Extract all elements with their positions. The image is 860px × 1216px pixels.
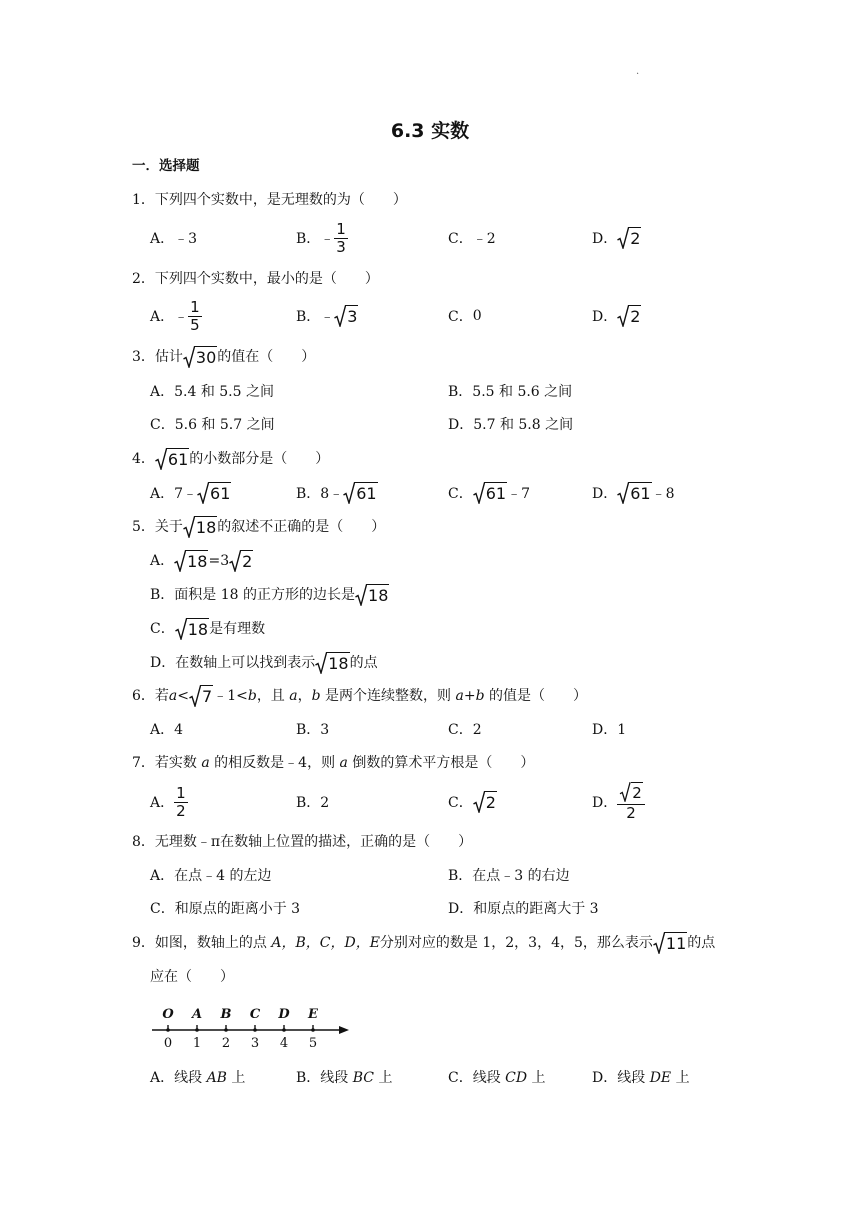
stem-text: < bbox=[177, 688, 190, 704]
square-root bbox=[619, 782, 643, 804]
numerator: 1 bbox=[176, 783, 186, 802]
q8-option-c[interactable]: C．和原点的距离小于 3 bbox=[150, 901, 301, 917]
radicand: 61 bbox=[167, 450, 189, 469]
stem-text: ，且 bbox=[256, 688, 290, 704]
q9-option-c[interactable] bbox=[448, 1068, 546, 1088]
variable: CD bbox=[505, 1070, 528, 1086]
option-value: =3 bbox=[208, 553, 230, 569]
denominator: 3 bbox=[336, 237, 346, 256]
q1-option-a[interactable] bbox=[150, 218, 197, 258]
variable: DE bbox=[649, 1070, 672, 1086]
square-root bbox=[473, 482, 507, 504]
arrow-head-icon bbox=[339, 1026, 349, 1034]
option-value: ﹣8 bbox=[651, 486, 675, 502]
question-7-options bbox=[150, 782, 790, 822]
radicand: 18 bbox=[187, 552, 208, 571]
radicand: 30 bbox=[195, 348, 217, 367]
option-value: ﹣3 bbox=[174, 231, 198, 247]
square-root bbox=[617, 305, 641, 327]
stem-text: 是两个连续整数，则 bbox=[320, 688, 456, 704]
q8-option-b[interactable]: B．在点﹣3 的右边 bbox=[448, 868, 570, 884]
option-value: 8﹣ bbox=[320, 486, 344, 502]
q3-option-a[interactable]: A．5.4 和 5.5 之间 bbox=[150, 384, 274, 400]
option-label: C．线段 bbox=[448, 1070, 506, 1086]
square-root bbox=[334, 305, 358, 327]
q6-option-c[interactable]: C．2 bbox=[448, 722, 482, 738]
number-line-figure bbox=[150, 1003, 350, 1051]
q2-option-a[interactable] bbox=[150, 296, 202, 336]
point-dot bbox=[282, 1028, 286, 1032]
corner-mark: . bbox=[636, 66, 640, 77]
square-root bbox=[343, 482, 377, 504]
square-root bbox=[315, 652, 349, 674]
radicand: 61 bbox=[485, 484, 507, 503]
question-7-stem bbox=[132, 753, 534, 773]
radicand: 11 bbox=[665, 934, 687, 953]
stem-text: 4． bbox=[132, 451, 155, 467]
tick-label: 5 bbox=[308, 1036, 318, 1051]
radicand: 61 bbox=[630, 484, 651, 503]
option-value: ﹣7 bbox=[507, 486, 530, 502]
option-label: D．线段 bbox=[592, 1070, 650, 1086]
point-label: B bbox=[220, 1007, 232, 1022]
variable: AB bbox=[206, 1070, 227, 1086]
option-value: 上 bbox=[226, 1070, 246, 1086]
option-label: A． bbox=[150, 553, 175, 569]
stem-text: 7．若实数 bbox=[132, 755, 202, 771]
q4-option-d[interactable] bbox=[592, 473, 675, 513]
question-1-options bbox=[150, 218, 790, 258]
question-9-stem-line2: 应在（ ） bbox=[150, 969, 234, 985]
numerator: 1 bbox=[190, 297, 200, 316]
variable: a bbox=[289, 688, 298, 704]
point-label: C bbox=[249, 1007, 261, 1022]
minus-sign: ﹣ bbox=[174, 309, 189, 325]
variable: a bbox=[201, 755, 210, 771]
option-value: 的点 bbox=[349, 655, 378, 671]
question-2-stem: 2．下列四个实数中，最小的是（ ） bbox=[132, 271, 379, 287]
q1-option-c[interactable] bbox=[448, 218, 496, 258]
option-label: D． bbox=[592, 486, 618, 502]
square-root bbox=[189, 685, 213, 707]
q3-option-b[interactable]: B．5.5 和 5.6 之间 bbox=[448, 384, 573, 400]
radicand: 3 bbox=[347, 307, 358, 326]
q5-option-c[interactable] bbox=[150, 617, 265, 641]
stem-text: 分别对应的数是 1，2，3，4，5，那么表示 bbox=[379, 935, 653, 951]
square-root bbox=[183, 516, 217, 538]
numerator: 1 bbox=[336, 219, 346, 238]
q9-option-d[interactable] bbox=[592, 1068, 690, 1088]
variable: b bbox=[311, 688, 321, 704]
option-value: ﹣2 bbox=[472, 231, 496, 247]
radicand: 2 bbox=[630, 307, 641, 326]
option-label: C． bbox=[448, 309, 473, 325]
variable: b bbox=[247, 688, 257, 704]
square-root bbox=[617, 482, 651, 504]
minus-sign: ﹣ bbox=[320, 231, 335, 247]
question-2-options bbox=[150, 296, 790, 336]
option-label: A．线段 bbox=[150, 1070, 207, 1086]
q6-option-b[interactable]: B．3 bbox=[296, 722, 330, 738]
q1-option-d[interactable] bbox=[592, 218, 641, 258]
question-4-options bbox=[150, 473, 790, 513]
q3-option-c[interactable]: C．5.6 和 5.7 之间 bbox=[150, 417, 275, 433]
question-6-stem bbox=[132, 684, 587, 708]
stem-text: 5．关于 bbox=[132, 519, 183, 535]
square-root bbox=[355, 584, 389, 606]
point-dot bbox=[253, 1028, 257, 1032]
option-label: B． bbox=[296, 309, 321, 325]
variable: A，B，C，D，E bbox=[271, 935, 380, 951]
denominator: 2 bbox=[176, 801, 186, 820]
radicand: 2 bbox=[632, 784, 642, 802]
q4-option-b[interactable] bbox=[296, 473, 378, 513]
option-label: B．线段 bbox=[296, 1070, 353, 1086]
fraction bbox=[174, 785, 188, 820]
tick-label: 2 bbox=[221, 1036, 231, 1051]
variable: a+b bbox=[455, 688, 485, 704]
radicand: 61 bbox=[210, 484, 231, 503]
stem-text: 的小数部分是（ ） bbox=[189, 451, 330, 467]
radicand: 61 bbox=[356, 484, 377, 503]
point-label: E bbox=[308, 1007, 318, 1022]
q5-option-d[interactable] bbox=[150, 651, 378, 675]
stem-text: 的叙述不正确的是（ ） bbox=[217, 519, 386, 535]
denominator: 2 bbox=[626, 804, 636, 822]
option-label: C． bbox=[150, 621, 175, 637]
q6-option-a[interactable]: A．4 bbox=[150, 722, 184, 738]
question-3-stem bbox=[132, 345, 315, 369]
q5-option-a[interactable] bbox=[150, 549, 253, 573]
stem-text: 的相反数是﹣4，则 bbox=[209, 755, 340, 771]
radicand: 2 bbox=[630, 229, 641, 248]
section-heading: 一．选择题 bbox=[132, 158, 200, 174]
point-label: D bbox=[278, 1007, 290, 1022]
q2-option-d[interactable] bbox=[592, 296, 641, 336]
variable: a bbox=[168, 688, 178, 704]
option-label: D． bbox=[592, 231, 618, 247]
square-root bbox=[653, 932, 687, 954]
q4-option-c[interactable] bbox=[448, 473, 530, 513]
point-dot bbox=[311, 1028, 315, 1032]
question-4-stem bbox=[132, 447, 329, 471]
option-label: C． bbox=[448, 486, 473, 502]
square-root bbox=[174, 550, 208, 572]
square-root bbox=[197, 482, 231, 504]
option-value: 是有理数 bbox=[209, 621, 266, 637]
q7-option-c[interactable] bbox=[448, 782, 497, 822]
q4-option-a[interactable] bbox=[150, 473, 231, 513]
q9-option-a[interactable] bbox=[150, 1068, 245, 1088]
point-label: A bbox=[191, 1007, 203, 1022]
q7-option-b[interactable] bbox=[296, 782, 329, 822]
stem-text: ﹣1< bbox=[213, 688, 248, 704]
option-value: 上 bbox=[527, 1070, 546, 1086]
stem-text: 3．估计 bbox=[132, 349, 183, 365]
radicand: 18 bbox=[195, 518, 217, 537]
tick-label: 1 bbox=[192, 1036, 202, 1051]
radicand: 2 bbox=[242, 552, 253, 571]
option-value: 0 bbox=[472, 308, 482, 324]
square-root bbox=[155, 448, 189, 470]
stem-text: 倒数的算术平方根是（ ） bbox=[347, 755, 535, 771]
stem-text: 的值是（ ） bbox=[484, 688, 587, 704]
point-dot bbox=[166, 1028, 170, 1032]
square-root bbox=[175, 618, 209, 640]
point-label: O bbox=[162, 1007, 174, 1022]
q8-option-a[interactable]: A．在点﹣4 的左边 bbox=[150, 868, 272, 884]
option-label: A． bbox=[150, 486, 175, 502]
stem-text: 的点 bbox=[687, 935, 716, 951]
q9-option-b[interactable] bbox=[296, 1068, 392, 1088]
point-dot bbox=[224, 1028, 228, 1032]
radicand: 18 bbox=[187, 620, 209, 639]
q6-option-d[interactable]: D．1 bbox=[592, 722, 627, 738]
option-label: D．在数轴上可以找到表示 bbox=[150, 655, 316, 671]
page-title: 6.3 实数 bbox=[390, 120, 470, 142]
radicand: 18 bbox=[368, 586, 389, 605]
numerator bbox=[617, 782, 645, 804]
variable: BC bbox=[352, 1070, 375, 1086]
fraction bbox=[334, 221, 348, 256]
option-value: 7﹣ bbox=[174, 486, 198, 502]
option-label: B． bbox=[296, 486, 321, 502]
fraction bbox=[617, 782, 645, 822]
minus-sign: ﹣ bbox=[320, 309, 335, 325]
square-root bbox=[183, 346, 217, 368]
q7-option-d[interactable] bbox=[592, 782, 645, 822]
option-label: C． bbox=[448, 231, 473, 247]
stem-text: 9．如图，数轴上的点 bbox=[132, 935, 272, 951]
question-1-stem: 1．下列四个实数中，是无理数的为（ ） bbox=[132, 192, 407, 208]
square-root bbox=[229, 550, 253, 572]
q1-option-b[interactable] bbox=[296, 218, 348, 258]
q2-option-b[interactable] bbox=[296, 296, 358, 336]
tick-label: 3 bbox=[250, 1036, 260, 1051]
option-label: A． bbox=[150, 231, 175, 247]
q3-option-d[interactable]: D．5.7 和 5.8 之间 bbox=[448, 417, 574, 433]
radicand: 18 bbox=[328, 654, 349, 673]
question-5-stem bbox=[132, 515, 385, 539]
q5-option-b[interactable] bbox=[150, 583, 389, 607]
stem-text: 的值在（ ） bbox=[217, 349, 316, 365]
radicand: 2 bbox=[485, 793, 496, 812]
tick-label: 4 bbox=[279, 1036, 289, 1051]
fraction bbox=[188, 299, 202, 334]
question-8-stem: 8．无理数﹣π在数轴上位置的描述，正确的是（ ） bbox=[132, 834, 473, 850]
variable: a bbox=[339, 755, 348, 771]
tick-label: 0 bbox=[163, 1036, 173, 1051]
option-label: B．面积是 18 的正方形的边长是 bbox=[150, 587, 356, 603]
option-value: 上 bbox=[671, 1070, 690, 1086]
option-value: 上 bbox=[374, 1070, 393, 1086]
stem-text: 6．若 bbox=[132, 688, 169, 704]
radicand: 7 bbox=[202, 687, 213, 706]
option-label: D． bbox=[592, 795, 618, 811]
q7-option-a[interactable] bbox=[150, 782, 188, 822]
square-root bbox=[473, 791, 497, 813]
point-dot bbox=[195, 1028, 199, 1032]
option-label: A． bbox=[150, 309, 175, 325]
option-label: B．2 bbox=[296, 795, 330, 811]
option-label: C． bbox=[448, 795, 473, 811]
q2-option-c[interactable] bbox=[448, 296, 482, 336]
q8-option-d[interactable]: D．和原点的距离大于 3 bbox=[448, 901, 599, 917]
option-label: A． bbox=[150, 795, 175, 811]
stem-text: ， bbox=[297, 688, 312, 704]
option-label: B． bbox=[296, 231, 321, 247]
option-label: D． bbox=[592, 309, 618, 325]
denominator: 5 bbox=[190, 315, 200, 334]
question-9-stem bbox=[132, 931, 715, 955]
square-root bbox=[617, 227, 641, 249]
